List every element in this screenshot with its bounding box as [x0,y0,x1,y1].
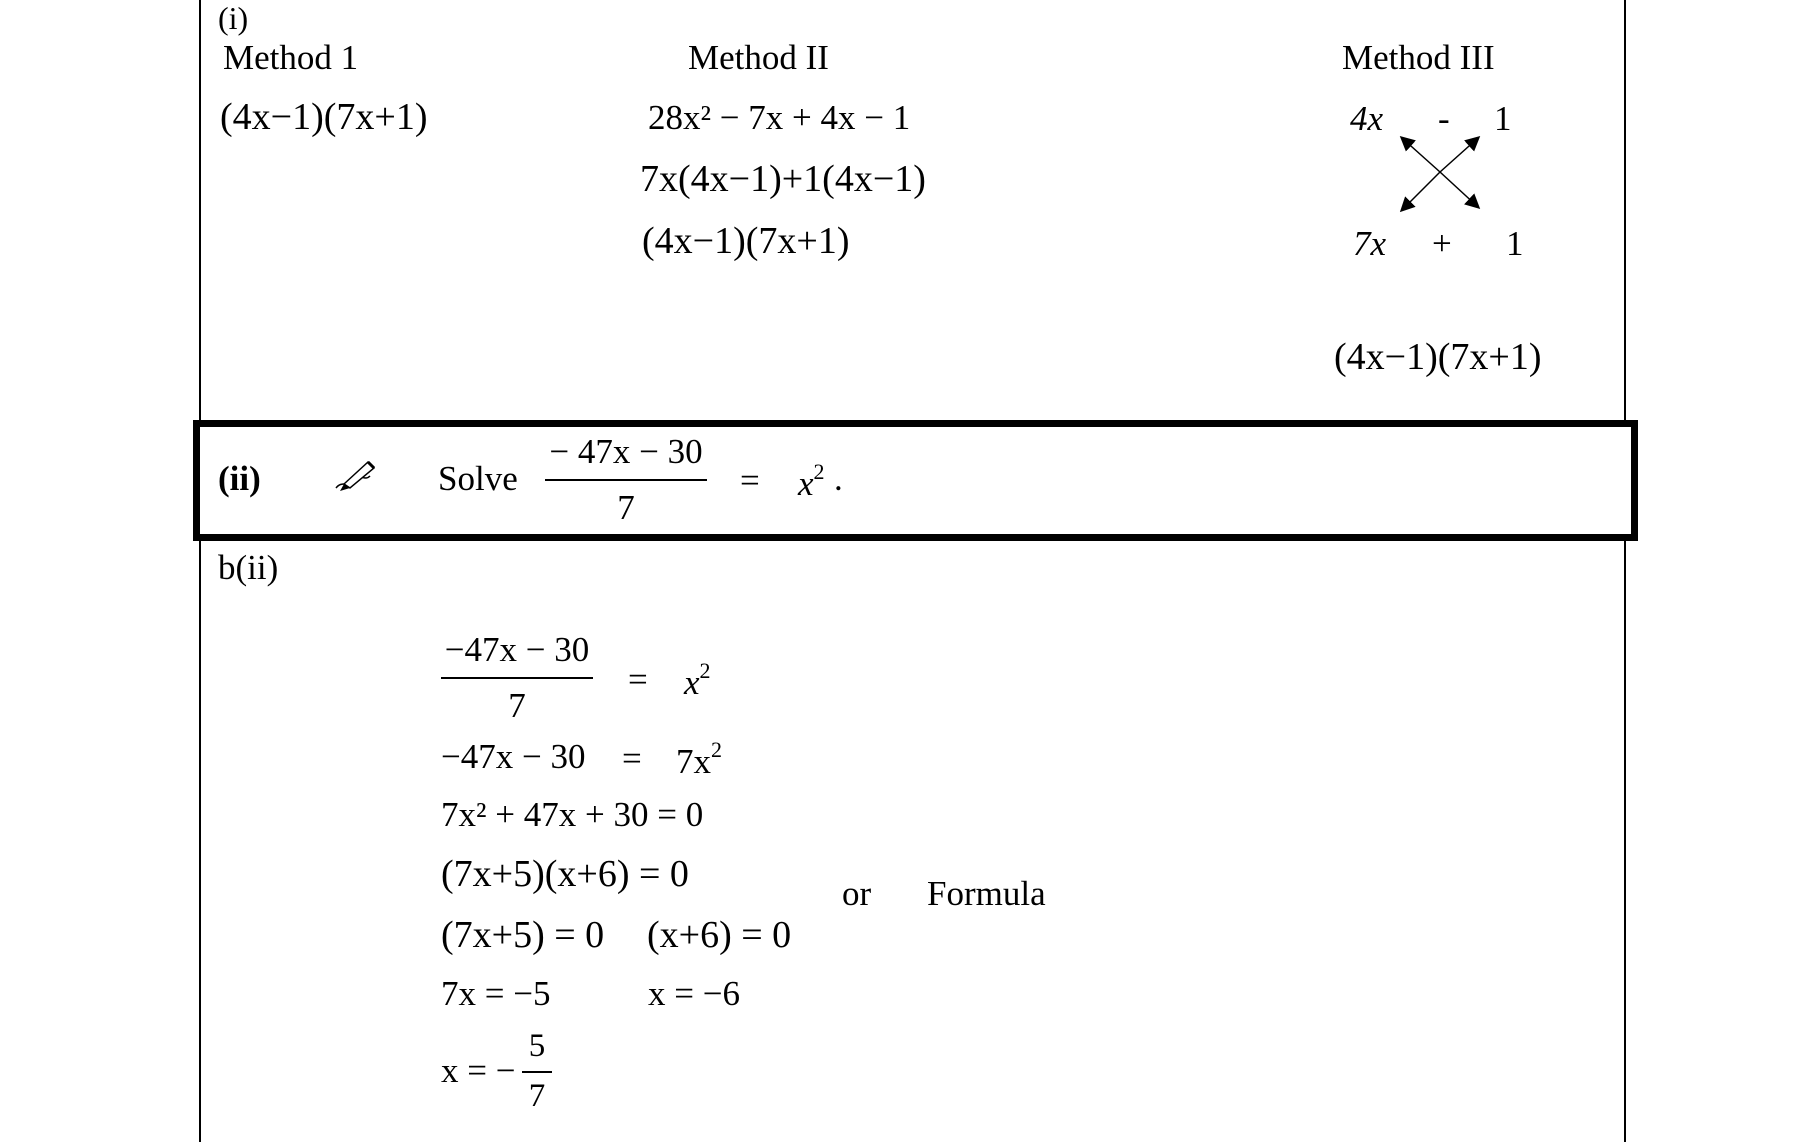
arrow-to-bottom-right [1440,172,1478,207]
step-2-rhs-base: 7x [676,742,711,781]
step-2-rhs [676,739,722,779]
part-i-label: (i) [218,0,249,36]
step-2-rhs-exponent: 2 [711,737,722,762]
step-2-lhs: −47x − 30 [441,737,586,776]
step-4: (7x+5)(x+6) = 0 [441,853,689,895]
pencil-writing-icon [330,458,378,494]
step-1-rhs [684,660,711,700]
step-6a: 7x = −5 [441,974,551,1013]
step-3: 7x² + 47x + 30 = 0 [441,795,704,834]
step-1-numerator: −47x − 30 [444,630,590,669]
question-ii-rhs-base: x [798,464,814,503]
method-2-line-2: 7x(4x−1)+1(4x−1) [640,158,926,200]
question-ii-instruction: Solve [438,459,518,498]
question-ii-equals: = [740,461,760,500]
question-ii-rhs [798,461,825,501]
question-ii-end: . [834,459,843,498]
method-1-line-1: (4x−1)(7x+1) [220,96,428,138]
step-7-fraction [522,1030,552,1116]
method-3-result: (4x−1)(7x+1) [1334,336,1542,378]
arrow-to-top-right [1440,138,1478,172]
or-label: or [842,874,872,913]
question-ii-label: (ii) [218,459,261,498]
method-3-top-right: 1 [1494,99,1512,138]
step-7-lhs: x = − [441,1051,516,1090]
method-2-line-3: (4x−1)(7x+1) [642,220,850,262]
arrow-to-bottom-left [1402,172,1440,210]
step-5b: (x+6) = 0 [647,914,792,956]
table-right-border [1624,0,1626,1142]
method-1-heading: Method 1 [223,38,359,77]
method-3-bottom-right: 1 [1506,224,1524,263]
answer-b-ii-label: b(ii) [218,548,279,587]
step-7-fraction-bar [522,1071,552,1073]
question-ii-fraction [545,432,707,527]
cross-multiplication-diagram [1390,130,1490,215]
step-1-denominator: 7 [508,686,526,725]
step-1-rhs-exponent: 2 [699,658,711,683]
question-ii-numerator: − 47x − 30 [549,432,703,471]
method-3-heading: Method III [1342,38,1495,77]
step-1-rhs-base: x [684,663,700,702]
method-3-bottom-sign: + [1432,224,1452,263]
formula-label: Formula [927,874,1046,913]
step-2-equals: = [622,739,642,778]
step-7-numerator: 5 [528,1028,546,1064]
step-1-fraction [441,630,593,725]
question-ii-denominator: 7 [617,488,635,527]
question-ii-fraction-bar [545,479,707,481]
method-3-bottom-left: 7x [1353,224,1387,263]
question-ii-rhs-exponent: 2 [813,459,825,484]
question-ii-box [193,420,1638,541]
step-1-equals: = [628,660,648,699]
arrow-to-top-left [1402,138,1440,172]
step-1-fraction-bar [441,677,593,679]
method-3-top-left: 4x [1350,99,1384,138]
method-3-top-sign: - [1438,99,1450,138]
table-left-border [199,0,201,1142]
method-2-line-1: 28x² − 7x + 4x − 1 [648,98,911,137]
step-7-denominator: 7 [528,1078,546,1114]
method-2-heading: Method II [688,38,829,77]
step-6b: x = −6 [648,974,740,1013]
step-5a: (7x+5) = 0 [441,914,605,956]
